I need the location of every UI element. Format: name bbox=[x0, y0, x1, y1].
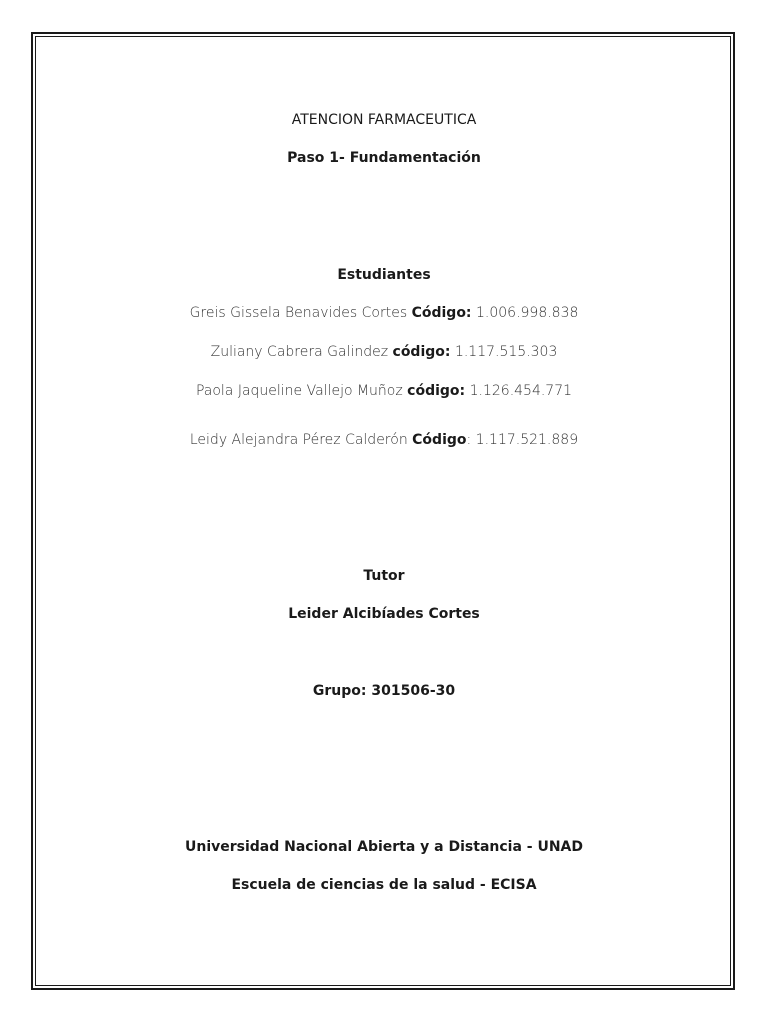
document-subtitle: Paso 1- Fundamentación bbox=[287, 150, 481, 166]
tutor-name: Leider Alcibíades Cortes bbox=[288, 606, 480, 622]
student-line bbox=[0, 304, 768, 322]
student-code-label: código: bbox=[407, 383, 466, 399]
student-name: Zuliany Cabrera Galindez bbox=[210, 344, 389, 360]
student-line bbox=[0, 431, 768, 449]
student-line bbox=[0, 382, 768, 400]
student-code-label: código: bbox=[392, 344, 451, 360]
school-name: Escuela de ciencias de la salud - ECISA bbox=[231, 877, 537, 893]
student-code: 1.126.454.771 bbox=[469, 383, 573, 399]
student-code-label: Código: bbox=[411, 305, 472, 321]
document-title: ATENCION FARMACEUTICA bbox=[291, 112, 477, 128]
student-line bbox=[0, 343, 768, 361]
student-code: 1.117.515.303 bbox=[454, 344, 558, 360]
university-name: Universidad Nacional Abierta y a Distancia - UNAD bbox=[184, 839, 583, 855]
student-name: Paola Jaqueline Vallejo Muñoz bbox=[195, 383, 403, 399]
student-code-label: Código bbox=[412, 432, 467, 448]
student-name: Greis Gissela Benavides Cortes bbox=[189, 305, 408, 321]
students-heading: Estudiantes bbox=[337, 267, 431, 283]
student-name: Leidy Alejandra Pérez Calderón bbox=[189, 432, 408, 448]
student-code: : 1.117.521.889 bbox=[466, 432, 579, 448]
student-code: 1.006.998.838 bbox=[475, 305, 579, 321]
group-number: Grupo: 301506-30 bbox=[312, 683, 456, 699]
tutor-heading: Tutor bbox=[363, 568, 405, 584]
